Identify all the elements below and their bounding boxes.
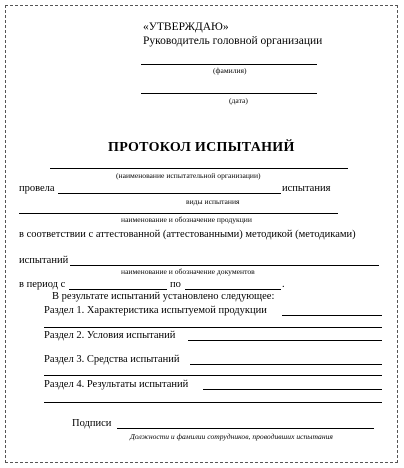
- section-2-label: Раздел 2. Условия испытаний: [44, 330, 176, 341]
- section-1-label: Раздел 1. Характеристика испытуемой продукции: [44, 305, 267, 316]
- section-3-line[interactable]: [190, 364, 382, 365]
- approval-head-title: Руководитель головной организации: [143, 35, 323, 47]
- method-text: в соответствии с аттестованной (аттестованными) методикой (методиками): [19, 229, 356, 240]
- period-end-dot: .: [282, 279, 285, 290]
- product-caption: наименование и обозначение продукции: [121, 215, 252, 224]
- documents-caption: наименование и обозначение документов: [121, 267, 255, 276]
- organization-caption: (наименование испытательной организации): [116, 171, 261, 180]
- approval-heading: «УТВЕРЖДАЮ»: [143, 21, 229, 33]
- test-types-caption: виды испытания: [186, 197, 240, 206]
- period-start-line[interactable]: [69, 289, 167, 290]
- date-line[interactable]: [141, 93, 317, 94]
- section-4-label: Раздел 4. Результаты испытаний: [44, 379, 189, 390]
- test-types-line[interactable]: [58, 193, 281, 194]
- section-4-line[interactable]: [203, 389, 382, 390]
- signatures-caption: Должности и фамилии сотрудников, проводивших испытания: [130, 432, 333, 441]
- section-2-line[interactable]: [188, 340, 382, 341]
- organization-line[interactable]: [50, 168, 348, 169]
- surname-caption: (фамилия): [213, 66, 247, 75]
- results-intro: В результате испытаний установлено следующее:: [52, 291, 275, 302]
- tests-prefix: испытаний: [19, 255, 69, 266]
- section-4-line-2[interactable]: [44, 402, 382, 403]
- signatures-label: Подписи: [72, 418, 112, 429]
- period-prefix: в период с: [19, 279, 66, 290]
- section-1-line[interactable]: [282, 315, 382, 316]
- date-caption: (дата): [229, 96, 248, 105]
- period-end-line[interactable]: [185, 289, 281, 290]
- documents-line[interactable]: [70, 265, 379, 266]
- conducted-prefix: провела: [19, 183, 55, 194]
- conducted-suffix: испытания: [282, 183, 331, 194]
- surname-line[interactable]: [141, 64, 317, 65]
- period-to: по: [170, 279, 181, 290]
- section-3-label: Раздел 3. Средства испытаний: [44, 354, 180, 365]
- section-3-line-2[interactable]: [44, 375, 382, 376]
- section-1-line-2[interactable]: [44, 327, 382, 328]
- product-line[interactable]: [19, 213, 338, 214]
- document-title: ПРОТОКОЛ ИСПЫТАНИЙ: [108, 140, 295, 155]
- signatures-line[interactable]: [117, 428, 374, 429]
